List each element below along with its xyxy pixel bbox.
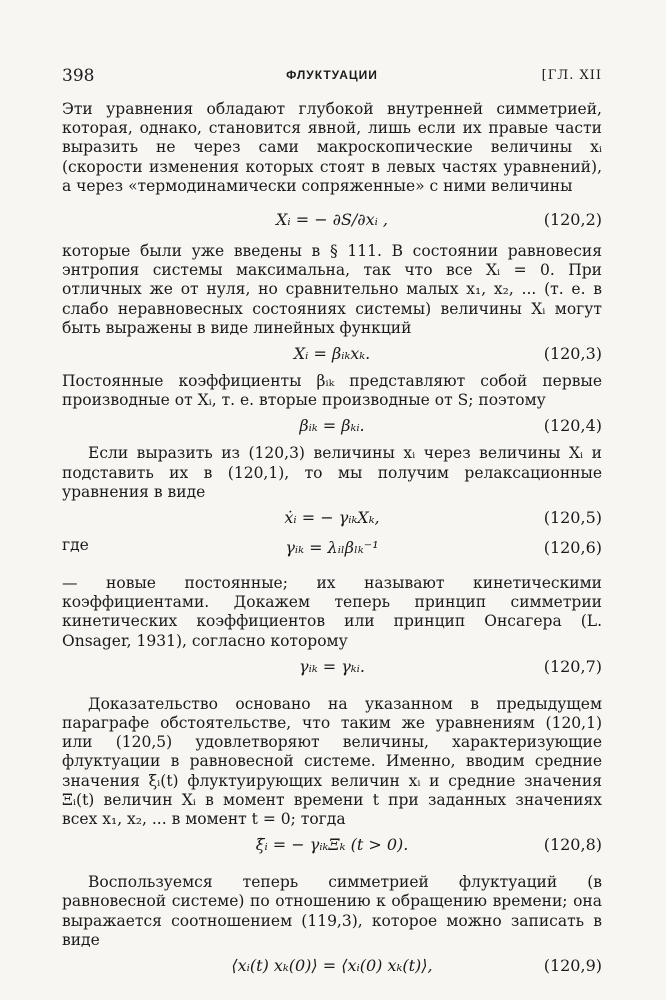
equation-120-8 xyxy=(62,829,602,863)
equation-120-9 xyxy=(62,950,602,984)
paragraph-4: Если выразить из (120,3) величины xᵢ через величины Xᵢ и подставить их в (120,1), то мы получим релаксационные уравнения в виде xyxy=(62,444,602,501)
equation-number: (120,3) xyxy=(543,344,602,364)
equation-number: (120,4) xyxy=(543,416,602,436)
equation-number: (120,6) xyxy=(543,538,602,558)
paragraph-3: Постоянные коэффициенты βᵢₖ представляют собой первые производные от Xᵢ, т. е. вторые производные от S; поэтому xyxy=(62,372,602,410)
equation-number: (120,5) xyxy=(543,508,602,528)
equation-number: (120,8) xyxy=(543,835,602,855)
book-page xyxy=(62,66,602,984)
page-number: 398 xyxy=(62,66,95,86)
running-title: ФЛУКТУАЦИИ xyxy=(286,68,378,82)
equation-120-4 xyxy=(62,410,602,444)
equation-formula: Xᵢ = βᵢₖxₖ. xyxy=(293,344,371,364)
paragraph-6: Доказательство основано на указанном в предыдущем параграфе обстоятельстве, что таким же уравнениям (120,1) или (120,5) удовлетворяют величины, характеризующие флуктуации в равновесной системе. Именно, вводим средние значения ξᵢ(t) флуктуирующих величин xᵢ и средние значения Ξᵢ(t) величин Xᵢ в момент времени t при заданных значениях всех x₁, x₂, ... в момент t = 0; тогда xyxy=(62,694,602,829)
equation-number: (120,9) xyxy=(543,956,602,976)
paragraph-2: которые были уже введены в § 111. В состоянии равновесия энтропия системы максимальна, так что все Xᵢ = 0. При отличных же от нуля, но сравнительно малых x₁, x₂, ... (т. е. в слабо неравновесных состояниях системы) величины Xᵢ могут быть выражены в виде линейных функций xyxy=(62,242,602,337)
equation-formula: βᵢₖ = βₖᵢ. xyxy=(299,416,365,436)
equation-120-3 xyxy=(62,338,602,372)
equation-number: (120,2) xyxy=(543,210,602,230)
paragraph-5: — новые постоянные; их называют кинетическими коэффициентами. Докажем теперь принцип симметрии кинетических коэффициентов или принцип Онсагера (L. Onsager, 1931), согласно которому xyxy=(62,574,602,650)
equation-120-2 xyxy=(62,196,602,242)
equation-number: (120,7) xyxy=(543,656,602,676)
equation-formula: ẋᵢ = − γᵢₖXₖ, xyxy=(284,508,380,528)
equation-formula: ξ̇ᵢ = − γᵢₖΞₖ (t > 0). xyxy=(255,835,409,855)
equation-formula: γᵢₖ = λᵢₗβₗₖ⁻¹ xyxy=(285,538,379,558)
equation-120-6 xyxy=(62,536,602,566)
equation-formula: ⟨xᵢ(t) xₖ(0)⟩ = ⟨xᵢ(0) xₖ(t)⟩, xyxy=(231,956,433,976)
page-header xyxy=(62,66,602,88)
paragraph-1: Эти уравнения обладают глубокой внутренней симметрией, которая, однако, становится явной, лишь если их правые части выразить не через сами макроскопические величины xᵢ (скорости изменения которых стоят в левых частях уравнений), а через «термодинамически сопряженные» с ними величины xyxy=(62,100,602,195)
paragraph-7: Воспользуемся теперь симметрией флуктуаций (в равновесной системе) по отношению к обращению времени; она выражается соотношением (119,3), которое можно записать в виде xyxy=(62,873,602,949)
equation-formula: Xᵢ = − ∂S/∂xᵢ , xyxy=(276,210,388,230)
equation-120-7 xyxy=(62,651,602,685)
chapter-label: [ГЛ. XII xyxy=(541,68,602,83)
where-label: где xyxy=(62,536,89,555)
equation-120-5 xyxy=(62,502,602,536)
equation-formula: γᵢₖ = γₖᵢ. xyxy=(299,656,365,676)
